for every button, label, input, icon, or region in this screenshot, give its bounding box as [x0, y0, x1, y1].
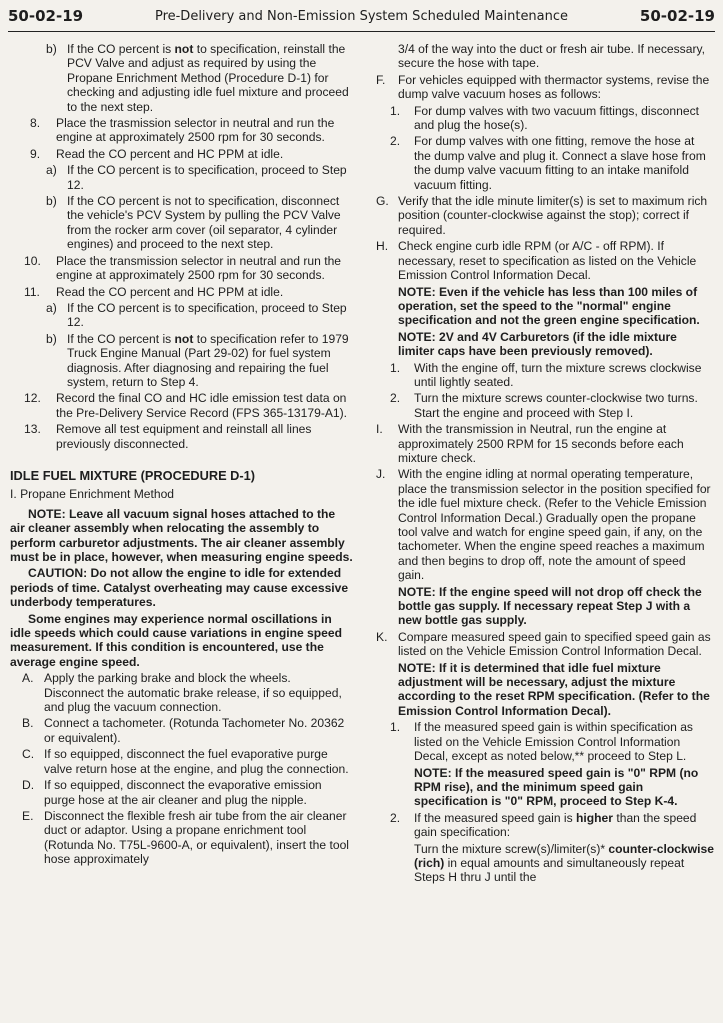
step-label: b) — [46, 194, 57, 209]
step-label: 1. — [390, 720, 401, 735]
step-label: G. — [376, 194, 389, 209]
note-zero-rpm: NOTE: If the measured speed gain is "0" RPM (no RPM rise), and the minimum speed gain specification is "0" RPM, proceed to Step K-4. — [414, 765, 699, 809]
step-label: 13. — [24, 422, 41, 437]
step-label: F. — [376, 72, 386, 87]
note-carburetors: NOTE: 2V and 4V Carburetors (if the idle mixture limiter caps have been previously removed). — [398, 329, 677, 359]
page-number-left: 50-02-19 — [8, 7, 84, 25]
step-10: 10. Place the transmission selector in neutral and run the engine at approximately 2500 rpm for 30 seconds. — [24, 253, 342, 283]
caution-idle: CAUTION: Do not allow the engine to idle for extended periods of time. Catalyst overheating may cause excessive underbody temperatures. — [10, 566, 349, 610]
page-header — [0, 0, 723, 32]
step-J: J. With the engine idling at normal operating temperature, place the transmission selector in the position specified for the idle fuel mixture check. (Refer to the Vehicle Emission Control Information Decal.) Gradually open the propane tool valve and watch for engine speed gain, if any, on the tachometer. When the engine speed reaches a maximum and then begins to drop off, note the amount of speed gain. — [376, 467, 711, 583]
step-C: C. If so equipped, disconnect the fuel evaporative purge valve return hose at the engine, and plug the connection. — [22, 747, 349, 776]
left-column — [10, 42, 353, 869]
step-E: E. Disconnect the flexible fresh air tube from the air cleaner duct or adaptor. Using a propane enrichment tool (Rotunda No. T75L-9600-A, or equivalent), insert the tool hose approximately — [22, 808, 349, 867]
step-7b: b) If the CO percent is not to specification, reinstall the PCV Valve and adjust as required by using the Propane Enrichment Method (Procedure D-1) for checking and adjusting idle fuel mixture and proceed to the next step. — [46, 42, 349, 114]
step-9a: a) If the CO percent is to specification, proceed to Step 12. — [46, 163, 347, 192]
step-label: H. — [376, 239, 389, 254]
step-I: I. With the transmission in Neutral, run the engine at approximately 2500 RPM for 15 seconds before each mixture check. — [376, 422, 684, 465]
step-A: A. Apply the parking brake and block the wheels. Disconnect the automatic brake release, if so equipped, and plug the vacuum connection. — [22, 671, 342, 715]
note-reset-rpm: NOTE: If it is determined that idle fuel mixture adjustment will be necessary, adjust the mixture according to the reset RPM specification. (Refer to the Emission Control Information Decal). — [398, 660, 710, 718]
header-rule — [8, 31, 715, 32]
step-label: 2. — [390, 810, 401, 825]
step-13: 13. Remove all test equipment and reinstall all lines previously disconnected. — [24, 422, 312, 451]
step-label: I. — [376, 422, 383, 437]
step-K2-instruction: Turn the mixture screw(s)/limiter(s)* counter-clockwise (rich) in equal amounts and simultaneously repeat Steps H thru J until the — [414, 841, 714, 885]
step-label: 8. — [30, 116, 41, 131]
step-11: 11. Read the CO percent and HC PPM at idle. — [24, 284, 284, 299]
note-100-miles: NOTE: Even if the vehicle has less than 100 miles of operation, set the speed to the "normal" engine specification and not the green engine specification. — [398, 284, 700, 328]
subsection-heading: I. Propane Enrichment Method — [10, 487, 175, 502]
step-label: J. — [376, 467, 386, 482]
step-label: b) — [46, 331, 57, 346]
page-title: Pre-Delivery and Non-Emission System Scheduled Maintenance — [154, 9, 569, 24]
section-heading: IDLE FUEL MIXTURE (PROCEDURE D-1) — [10, 467, 256, 483]
step-H: H. Check engine curb idle RPM (or A/C - off RPM). If necessary, reset to specification as listed on the Vehicle Emission Control Information Decal. — [376, 239, 697, 283]
step-label: B. — [22, 716, 34, 731]
step-H1: 1. With the engine off, turn the mixture screws clockwise until lightly seated. — [390, 360, 702, 389]
step-label: D. — [22, 778, 35, 793]
step-label: 10. — [24, 253, 41, 268]
step-K1: 1. If the measured speed gain is within specification as listed on the Vehicle Emission Control Information Decal, except as noted below,** proceed to Step L. — [390, 720, 693, 764]
step-12: 12. Record the final CO and HC idle emission test data on the Pre-Delivery Service Record (FPS 365-13179-A1). — [24, 391, 348, 420]
step-11a: a) If the CO percent is to specification, proceed to Step 12. — [46, 300, 347, 330]
step-K2: 2. If the measured speed gain is higher than the speed gain specification: — [390, 810, 697, 840]
step-label: 11. — [24, 284, 40, 299]
step-label: 2. — [390, 134, 401, 149]
step-9: 9. Read the CO percent and HC PPM at idle. — [30, 146, 284, 161]
step-F2: 2. For dump valves with one fitting, remove the hose at the dump valve and plug it. Connect a slave hose from the dump valve vacuum fitting to an intake manifold vacuum fitting. — [390, 134, 706, 192]
step-11b: b) If the CO percent is not to specification refer to 1979 Truck Engine Manual (Part 29-02) for fuel system diagnosis. After diagnosing and repairing the fuel system, return to Step 4. — [46, 331, 349, 389]
step-B: B. Connect a tachometer. (Rotunda Tachometer No. 20362 or equivalent). — [22, 716, 345, 745]
step-K: K. Compare measured speed gain to specified speed gain as listed on the Vehicle Emission Control Information Decal. — [376, 629, 711, 659]
step-label: C. — [22, 747, 35, 762]
step-label: A. — [22, 671, 34, 686]
step-F: F. For vehicles equipped with thermactor systems, revise the dump valve vacuum hoses as follows: — [376, 72, 710, 102]
note-bottle-gas: NOTE: If the engine speed will not drop off check the bottle gas supply. If necessary repeat Step J with a new bottle gas supply. — [398, 584, 702, 628]
step-9b: b) If the CO percent is not to specification, disconnect the vehicle's PCV System by pulling the PCV Valve from the rocker arm cover (oil separator, 4 cylinder engines) and proceed to the next step. — [46, 194, 341, 252]
step-label: K. — [376, 629, 388, 644]
step-label: 9. — [30, 146, 41, 161]
step-label: a) — [46, 300, 57, 315]
note-air-cleaner: NOTE: Leave all vacuum signal hoses attached to the air cleaner assembly when relocating the assembly to perform carburetor adjustments. The air cleaner assembly must be in place, however, when measuring engine speeds. — [10, 506, 353, 564]
step-label: 1. — [390, 103, 401, 118]
page-number-right: 50-02-19 — [639, 7, 715, 25]
step-D: D. If so equipped, disconnect the evaporative emission purge hose at the air cleaner and plug the nipple. — [22, 778, 322, 807]
step-label: 12. — [24, 391, 41, 406]
step-G: G. Verify that the idle minute limiter(s) is set to maximum rich position (counter-clockwise against the stop); correct if required. — [376, 194, 708, 237]
step-F1: 1. For dump valves with two vacuum fittings, disconnect and plug the hose(s). — [390, 103, 699, 133]
note-oscillation: Some engines may experience normal oscillations in idle speeds which could cause variations in engine speed measurement. If this condition is encountered, use the average engine speed. — [10, 611, 343, 669]
step-label: b) — [46, 42, 57, 56]
step-H2: 2. Turn the mixture screws counter-clockwise two turns. Start the engine and proceed with Step I. — [390, 391, 698, 420]
right-column — [376, 42, 714, 887]
step-label: a) — [46, 163, 57, 178]
step-E-continued: 3/4 of the way into the duct or fresh air tube. If necessary, secure the hose with tape. — [398, 42, 705, 71]
step-label: 1. — [390, 360, 401, 375]
step-label: 2. — [390, 391, 401, 406]
step-label: E. — [22, 808, 34, 823]
step-8: 8. Place the trasmission selector in neutral and run the engine at approximately 2500 rpm for 30 seconds. — [30, 116, 335, 145]
